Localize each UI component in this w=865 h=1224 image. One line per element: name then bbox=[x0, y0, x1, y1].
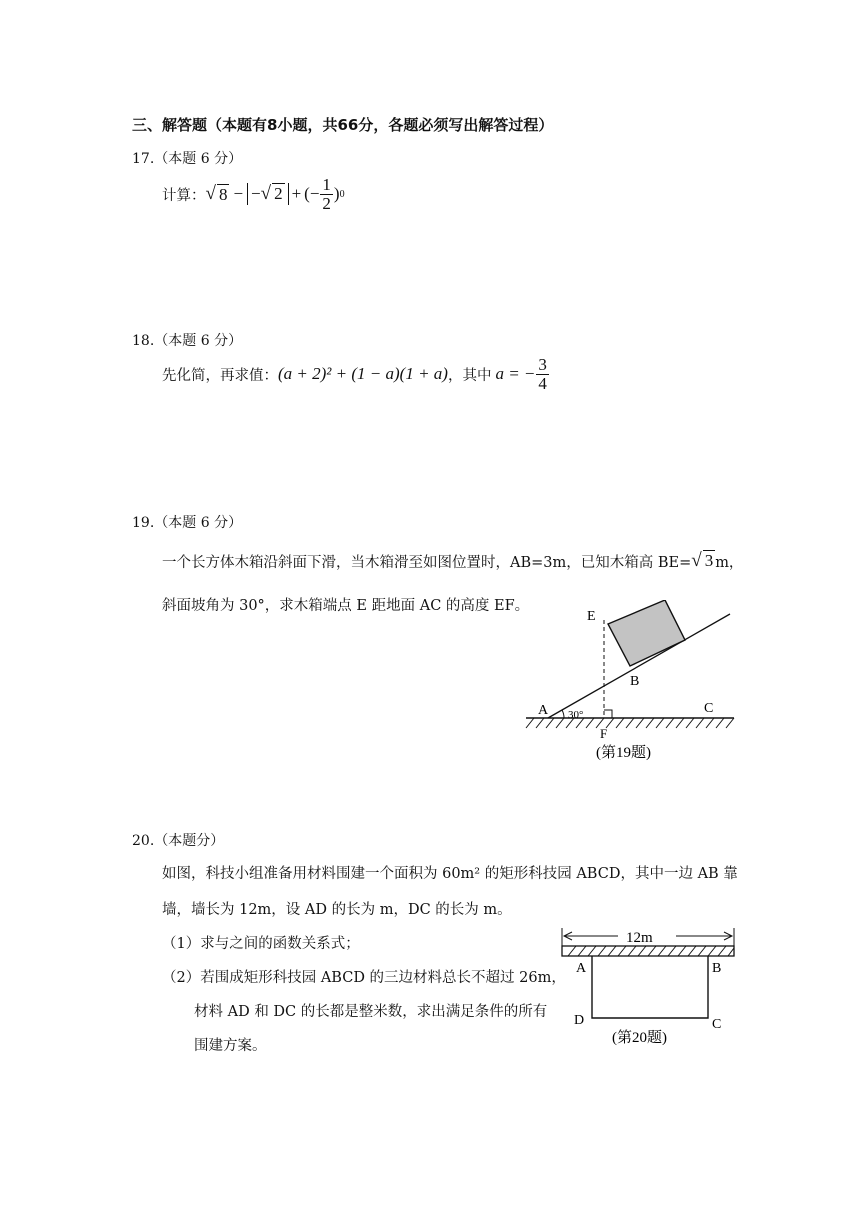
q20-item2-b: 材料 AD 和 DC 的长都是整米数，求出满足条件的所有 bbox=[194, 1004, 548, 1020]
figure-20-caption: (第20题) bbox=[612, 1030, 667, 1046]
q18-var: a = − bbox=[495, 364, 536, 384]
q17-expression: √ 8 − −√ 2 + (− $\frac{1}{2}$ ) 0 bbox=[205, 175, 345, 213]
q17-line bbox=[162, 176, 345, 213]
label-A: A bbox=[576, 961, 587, 976]
rectangle-abcd bbox=[592, 956, 708, 1018]
label-F: F bbox=[600, 726, 608, 741]
wall bbox=[562, 946, 734, 956]
q18-line bbox=[162, 356, 550, 393]
section-title: 三、解答题（本题有8小题，共66分，各题必须写出解答过程） bbox=[132, 116, 554, 134]
label-A: A bbox=[538, 703, 549, 718]
q20-number: 20.（本题分） bbox=[132, 833, 225, 849]
q20-line2: 墙，墙长为 12m，设 AD 的长为 m，DC 的长为 m。 bbox=[162, 902, 512, 918]
label-D: D bbox=[574, 1013, 585, 1028]
figure-20 bbox=[556, 922, 740, 1052]
q18-expression: (a + 2)² + (1 − a)(1 + a) bbox=[278, 364, 448, 384]
q18-fraction: $\frac{3}{4}$ bbox=[538, 355, 547, 393]
figure-19 bbox=[520, 600, 740, 770]
figure-19-caption: (第19题) bbox=[596, 745, 651, 761]
q18-number: 18.（本题 6 分） bbox=[132, 333, 243, 349]
q17-prompt: 计算： bbox=[162, 187, 206, 204]
ground-hatching bbox=[526, 718, 734, 728]
q19-line2: 斜面坡角为 30°，求木箱端点 E 距地面 AC 的高度 EF。 bbox=[162, 598, 530, 614]
q20-item1: （1）求与之间的函数关系式； bbox=[162, 936, 360, 952]
q20-line1: 如图，科技小组准备用材料围建一个面积为 60m² 的矩形科技园 ABCD，其中一边 AB 靠 bbox=[162, 866, 738, 882]
label-B: B bbox=[630, 674, 640, 689]
label-C: C bbox=[712, 1017, 722, 1032]
label-E: E bbox=[587, 609, 596, 624]
right-angle-mark bbox=[604, 710, 612, 718]
wall-length-label: 12m bbox=[626, 930, 653, 946]
q17-number: 17.（本题 6 分） bbox=[132, 151, 243, 167]
q19-line1: 一个长方体木箱沿斜面下滑，当木箱滑至如图位置时，AB=3m，已知木箱高 BE= √ 3 m， bbox=[162, 550, 744, 571]
box bbox=[608, 600, 685, 666]
label-angle: 30° bbox=[568, 709, 584, 721]
label-C: C bbox=[704, 701, 714, 716]
label-B: B bbox=[712, 961, 722, 976]
angle-arc bbox=[562, 710, 564, 718]
q20-item2-c: 围建方案。 bbox=[194, 1038, 267, 1054]
q18-prompt: 先化简，再求值： bbox=[162, 367, 278, 384]
q19-number: 19.（本题 6 分） bbox=[132, 515, 243, 531]
q20-item2-a: （2）若围成矩形科技园 ABCD 的三边材料总长不超过 26m， bbox=[162, 970, 566, 986]
q18-where: ，其中 bbox=[447, 367, 492, 384]
